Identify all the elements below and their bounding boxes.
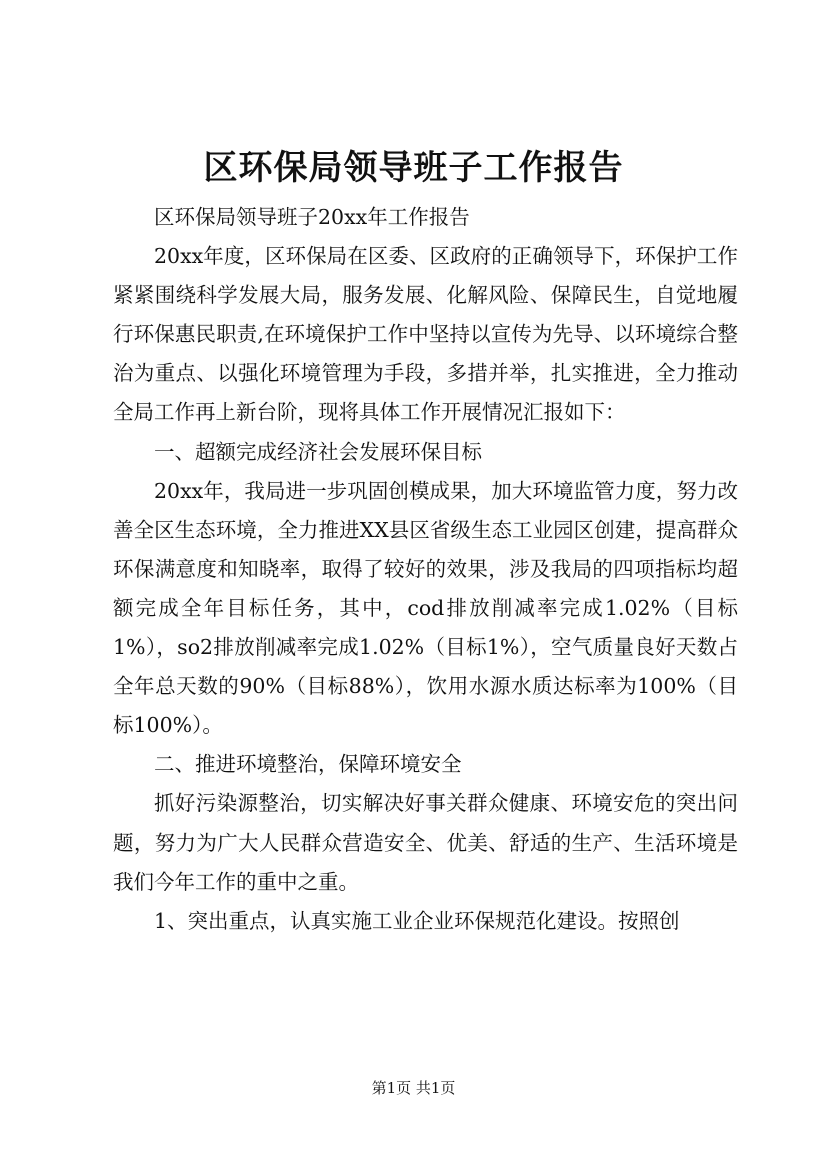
section-heading-2: 二、推进环境整治，保障环境安全 [154,752,462,777]
paragraph-section-2: 抓好污染源整治，切实解决好事关群众健康、环境安危的突出问题，努力为广大人民群众营造安全、优美、舒适的生产、生活环境是我们今年工作的重中之重。 [113,791,738,894]
paragraph-subtitle: 区环保局领导班子20xx年工作报告 [154,205,470,229]
section-heading-1: 一、超额完成经济社会发展环保目标 [154,439,482,464]
document-body [113,198,738,941]
paragraph-item-1: 1、突出重点，认真实施工业企业环保规范化建设。按照创 [154,908,680,933]
paragraph-intro: 20xx年度，区环保局在区委、区政府的正确领导下，环保护工作紧紧围绕科学发展大局，服务发展、化解风险、保障民生，自觉地履行环保惠民职责,在环境保护工作中坚持以宣传为先导、以环境综合整治为重点、以强化环境管理为手段，多措并举，扎实推进，全力推动全局工作再上新台阶，现将具体工作开展情况汇报如下： [113,244,738,425]
paragraph-section-1: 20xx年，我局进一步巩固创模成果，加大环境监管力度，努力改善全区生态环境，全力推进XX县区省级生态工业园区创建，提高群众环保满意度和知晓率，取得了较好的效果，涉及我局的四项指标均超额完成全年目标任务，其中，cod排放削减率完成1.02%（目标1%），so2排放削减率完成1.02%（目标1%），空气质量良好天数占全年总天数的90%（目标88%），饮用水源水质达标率为100%（目标100%）。 [113,478,738,738]
page-footer: 第1页 共1页 [371,1079,456,1097]
document-title: 区环保局领导班子工作报告 [203,148,624,188]
